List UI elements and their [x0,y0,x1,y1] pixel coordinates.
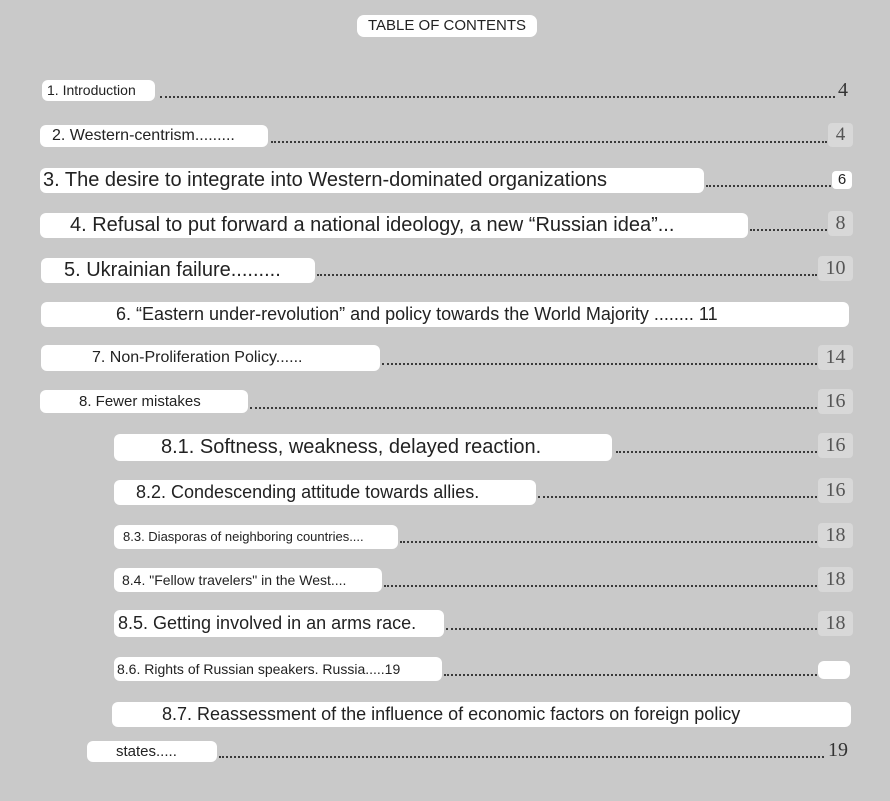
toc-entry[interactable] [0,211,890,241]
dot-leader [444,674,817,676]
toc-entry-continuation[interactable] [0,739,890,769]
toc-entry[interactable] [0,167,890,197]
toc-page-number: 6 [832,171,852,189]
toc-entry-label: states..... [87,741,217,762]
dot-leader [160,96,835,98]
toc-entry[interactable] [0,345,890,375]
dot-leader [317,274,817,276]
toc-page-number: 16 [818,433,853,458]
toc-page-number: 4 [838,79,848,101]
toc-entry[interactable] [0,389,890,419]
toc-entry[interactable] [0,433,890,463]
dot-leader [271,141,827,143]
dot-leader [538,496,817,498]
toc-entry[interactable] [0,301,890,331]
toc-page-number: 16 [818,389,853,414]
dot-leader [250,407,817,409]
toc-entry-label: 1. Introduction [42,80,155,101]
toc-entry-label: 8.1. Softness, weakness, delayed reaction. [114,434,612,461]
toc-title: TABLE OF CONTENTS [357,15,537,37]
toc-entry-label: 8.4. "Fellow travelers" in the West.... [114,568,382,592]
toc-entry-label: 8.3. Diasporas of neighboring countries.... [114,525,398,549]
toc-entry-label: 8.7. Reassessment of the influence of economic factors on foreign policy [112,702,851,727]
toc-entry[interactable] [0,610,890,640]
dot-leader [400,541,817,543]
toc-page-number: 8 [828,211,853,236]
toc-page-number: 10 [818,256,853,281]
toc-entry-label: 8. Fewer mistakes [40,390,248,413]
dot-leader [750,229,827,231]
toc-page-number: 16 [818,478,853,503]
toc-entry[interactable] [0,656,890,686]
toc-entry-label: 8.6. Rights of Russian speakers. Russia.....19 [114,657,442,681]
toc-entry[interactable] [0,123,890,153]
dot-leader [706,185,831,187]
toc-entry-label: 6. “Eastern under-revolution” and policy towards the World Majority ........ 11 [41,302,849,327]
toc-page-number: 14 [818,345,853,370]
toc-entry-label: 5. Ukrainian failure......... [41,258,315,283]
toc-entry[interactable] [0,478,890,508]
toc-page-number: 18 [818,611,853,636]
toc-page-number-blank [818,661,850,679]
toc-page-number: 19 [828,739,848,761]
toc-entry[interactable] [0,78,890,108]
dot-leader [616,451,817,453]
toc-entry-label: 2. Western-centrism......... [40,125,268,147]
toc-entry[interactable] [0,256,890,286]
toc-entry-label: 8.5. Getting involved in an arms race. [114,610,444,637]
toc-entry[interactable] [0,523,890,553]
toc-entry-label: 4. Refusal to put forward a national ideology, a new “Russian idea”... [40,213,748,238]
toc-page-number: 18 [818,523,853,548]
toc-entry-label: 7. Non-Proliferation Policy...... [41,345,380,371]
toc-page-number: 18 [818,567,853,592]
dot-leader [384,585,817,587]
toc-entry-label: 8.2. Condescending attitude towards allies. [114,480,536,505]
toc-page-number: 4 [828,123,853,147]
toc-entry[interactable] [0,700,890,730]
toc-entry-label: 3. The desire to integrate into Western-dominated organizations [40,168,704,193]
dot-leader [219,756,824,758]
toc-entry[interactable] [0,567,890,597]
dot-leader [446,628,817,630]
dot-leader [382,363,817,365]
